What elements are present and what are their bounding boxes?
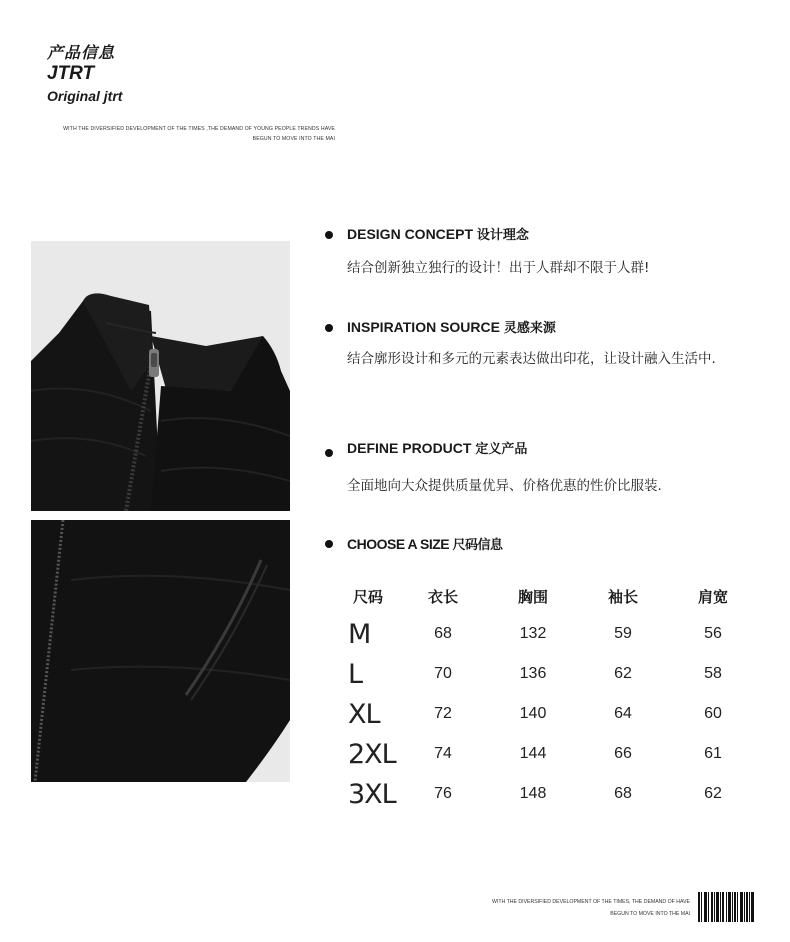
table-row	[333, 614, 763, 654]
section-title-cn: 尺码信息	[452, 538, 503, 553]
table-row	[333, 734, 763, 774]
table-cell: 66	[614, 745, 632, 762]
table-cell: 62	[704, 785, 722, 802]
bullet-dot	[325, 449, 333, 457]
header-sleeve: 袖长	[607, 587, 638, 606]
table-cell: 68	[434, 625, 452, 642]
table-cell: 64	[614, 705, 632, 722]
bullet-dot	[325, 231, 333, 239]
table-cell: 74	[434, 745, 452, 762]
section-title-en: INSPIRATION SOURCE	[347, 319, 500, 335]
table-cell: 61	[704, 745, 722, 762]
size-label: XL	[348, 698, 380, 730]
section-body: 结合廓形设计和多元的元素表达做出印花，让设计融入生活中.	[347, 351, 716, 367]
table-cell: 72	[434, 705, 452, 722]
section-title	[347, 534, 503, 553]
brand-name: JTRT	[47, 63, 95, 84]
section-title-cn: 定义产品	[475, 442, 528, 457]
section-title	[347, 438, 527, 457]
table-cell: 56	[704, 625, 722, 642]
section-title-en: DEFINE PRODUCT	[347, 440, 472, 456]
barcode-icon	[698, 892, 754, 922]
table-cell: 136	[519, 665, 547, 682]
size-label: M	[348, 618, 371, 650]
bullet-dot	[325, 324, 333, 332]
table-cell: 59	[614, 625, 632, 642]
section-title	[347, 224, 529, 243]
table-cell: 60	[704, 705, 722, 722]
table-cell: 62	[614, 665, 632, 682]
header-length: 衣长	[427, 587, 458, 606]
product-photo-collar	[31, 241, 290, 511]
header-size: 尺码	[352, 587, 383, 606]
section-title-en: DESIGN CONCEPT	[347, 226, 474, 242]
section-title-cn: 灵感来源	[503, 321, 556, 336]
section-body: 全面地向大众提供质量优异、价格优惠的性价比服装.	[347, 478, 662, 494]
section-body: 结合创新独立独行的设计！出于人群却不限于人群!	[347, 260, 650, 276]
table-cell: 58	[704, 665, 722, 682]
table-row	[333, 654, 763, 694]
size-label: L	[348, 658, 363, 690]
table-cell: 70	[434, 665, 452, 682]
section-title-en: CHOOSE A SIZE	[347, 536, 450, 552]
table-cell: 76	[434, 785, 452, 802]
section-title-cn: 设计理念	[476, 228, 529, 243]
header-chest: 胸围	[517, 587, 548, 606]
footer-tagline: WITH THE DIVERSIFIED DEVELOPMENT OF THE TIMES, THE DEMAND OF HAVE BEGUN TO MOVE INTO THE MAI	[491, 899, 690, 917]
table-cell: 132	[519, 625, 547, 642]
product-photo-pocket	[31, 520, 290, 782]
header-title-cn: 产品信息	[47, 43, 116, 62]
table-cell: 144	[519, 745, 547, 762]
size-label: 2XL	[348, 738, 396, 770]
size-label: 3XL	[348, 778, 396, 810]
size-table	[333, 578, 763, 814]
table-cell: 148	[519, 785, 547, 802]
header-shoulder: 肩宽	[697, 587, 728, 606]
section-title	[347, 317, 556, 336]
table-row	[333, 774, 763, 814]
table-row	[333, 694, 763, 734]
size-table-header	[333, 578, 763, 614]
table-cell: 140	[519, 705, 547, 722]
bullet-dot	[325, 540, 333, 548]
brand-subtitle: Original jtrt	[47, 88, 123, 104]
header-tagline: WITH THE DIVERSIFIED DEVELOPMENT OF THE TIMES ,THE DEMAND OF YOUNG PEOPLE TRENDS HAVE BEGUN TO MOVE INTO THE MAI	[63, 126, 335, 142]
table-cell: 68	[614, 785, 632, 802]
